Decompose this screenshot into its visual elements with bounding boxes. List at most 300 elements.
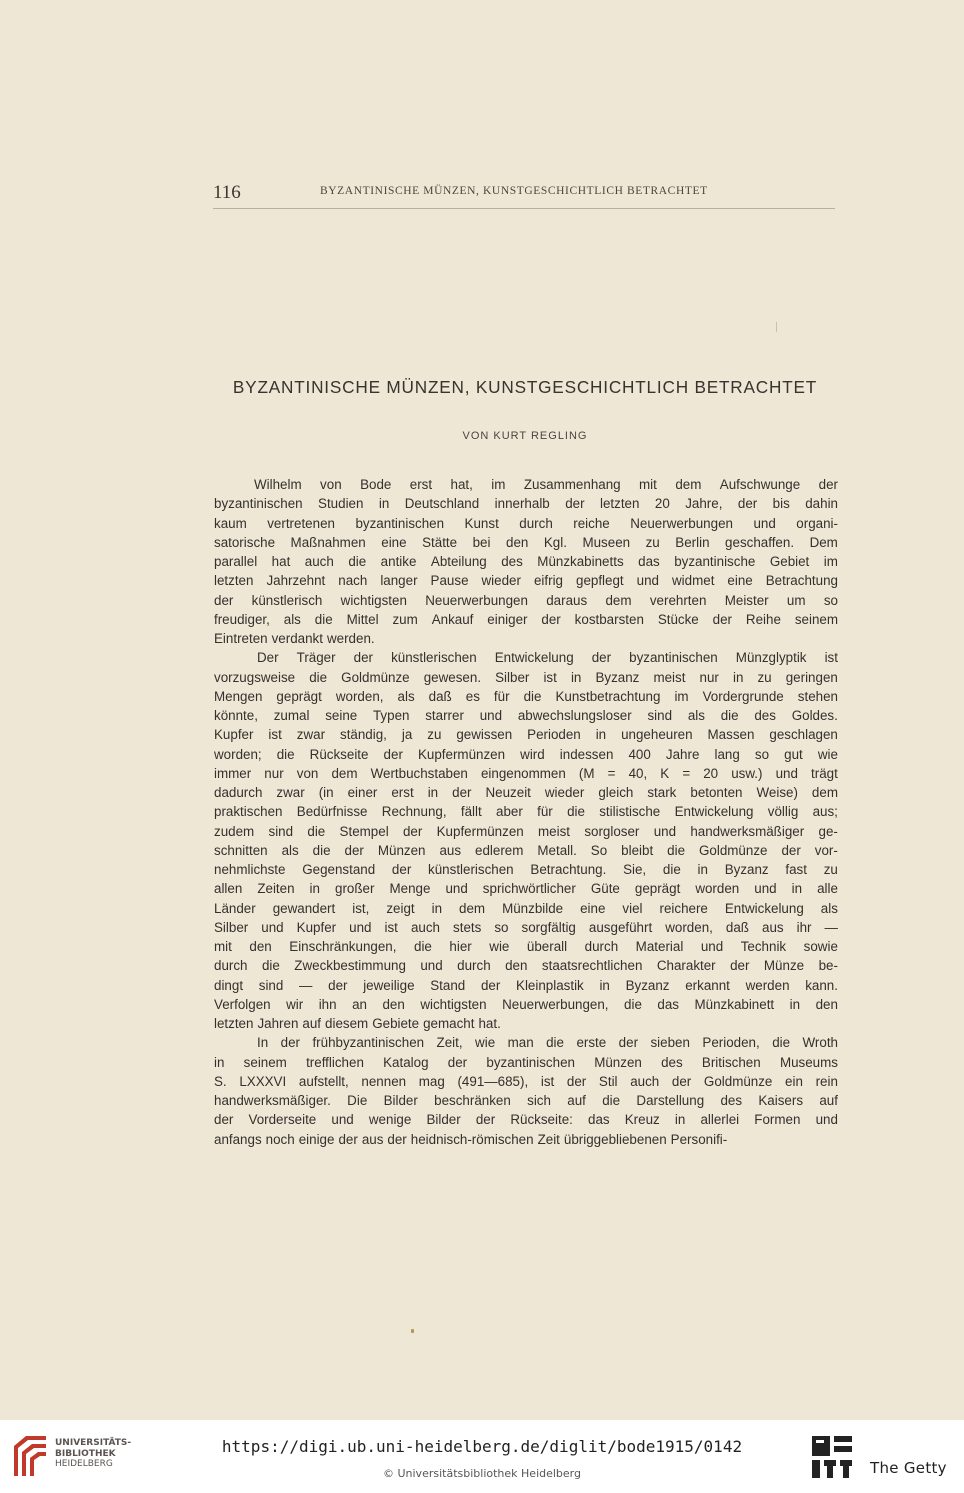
word: eifrig xyxy=(533,573,563,589)
word: diesem xyxy=(325,1016,369,1031)
word: Kunst xyxy=(464,515,499,531)
text-line xyxy=(214,571,838,590)
word: meist xyxy=(538,823,571,839)
word: ausgeführt xyxy=(588,919,653,935)
word: kaum xyxy=(214,515,247,531)
word: Rechnung, xyxy=(381,804,447,820)
word: nur xyxy=(264,765,284,781)
word: Museums xyxy=(779,1054,838,1070)
word: der xyxy=(737,496,758,512)
word: stets xyxy=(453,919,482,935)
word: byzantinischen xyxy=(629,650,718,666)
word: des xyxy=(720,1093,743,1108)
text-line xyxy=(214,976,838,995)
word: Einschränkungen, xyxy=(289,939,397,954)
word: Stätte xyxy=(422,534,458,550)
word: und xyxy=(653,823,677,839)
word: gleich xyxy=(598,785,634,800)
word: heidnisch-römischen xyxy=(410,1131,534,1147)
word: worden, xyxy=(335,688,384,704)
word: erst xyxy=(391,785,414,800)
word: sind xyxy=(258,977,284,993)
word: gepflegt xyxy=(576,573,624,589)
word: Technik xyxy=(740,939,787,954)
word: als xyxy=(281,842,299,858)
word: den xyxy=(249,939,272,954)
word: Münzbilde xyxy=(502,900,564,916)
word: usw.) xyxy=(731,765,763,781)
word: sich xyxy=(527,1093,551,1108)
text-line xyxy=(214,841,838,860)
word: einige xyxy=(298,1131,335,1147)
word: und xyxy=(754,881,777,897)
word: Kunstbetrachtung xyxy=(555,688,661,704)
text-line xyxy=(214,1130,838,1149)
word: der xyxy=(214,592,234,608)
text-line xyxy=(214,1014,838,1033)
word: durch xyxy=(584,939,619,954)
word: Entwickelung xyxy=(724,900,804,916)
word: dem xyxy=(605,592,632,608)
text-line xyxy=(214,802,838,821)
word: S. xyxy=(214,1073,227,1089)
word: Goldmünze xyxy=(698,842,768,858)
word: in xyxy=(791,881,803,897)
word: aus xyxy=(361,1131,384,1147)
word: = xyxy=(607,765,616,781)
word: der xyxy=(344,842,364,858)
word: Material xyxy=(635,939,684,954)
word: die xyxy=(602,1093,621,1108)
word: So xyxy=(590,842,608,858)
word: der xyxy=(818,477,838,492)
word: der xyxy=(730,958,750,974)
text-line xyxy=(214,783,838,802)
word: mag xyxy=(418,1073,445,1089)
word: bei xyxy=(472,534,491,550)
text-line xyxy=(214,725,838,744)
word: ist xyxy=(384,919,398,935)
word: Betrachtung. xyxy=(530,862,607,877)
text-line xyxy=(214,706,838,725)
word: sowie xyxy=(803,939,838,954)
word: ja xyxy=(401,727,413,743)
word: Silber xyxy=(214,919,249,935)
word: der xyxy=(387,1131,407,1147)
word: Ankauf xyxy=(431,611,474,627)
word: Byzanz xyxy=(595,669,640,685)
word: Deutschland xyxy=(404,496,480,512)
word: großer xyxy=(335,881,375,897)
word: zu xyxy=(757,669,772,685)
word: Personifi- xyxy=(670,1131,728,1147)
word: Perioden xyxy=(527,727,581,743)
word: Der xyxy=(257,650,279,666)
word: Münzkabinett xyxy=(694,996,775,1012)
word: Typen xyxy=(372,708,410,723)
word: aus xyxy=(762,919,784,935)
word: Neuerwerbungen, xyxy=(502,996,609,1012)
word: der xyxy=(383,746,403,762)
word: Jahre xyxy=(665,746,700,762)
word: immer xyxy=(214,765,252,781)
word: beschränken xyxy=(434,1093,511,1108)
word: zumal xyxy=(273,708,310,723)
word: künstlerisch xyxy=(251,592,323,608)
word: gemacht xyxy=(423,1016,475,1031)
word: stilistische xyxy=(599,804,661,820)
word: Stücke xyxy=(657,611,699,627)
word: ihr xyxy=(796,919,812,935)
scan-mark xyxy=(776,322,777,332)
word: auch xyxy=(630,1073,660,1089)
word: Bilder xyxy=(383,1093,418,1108)
word: handwerksmäßiger xyxy=(690,823,805,839)
word: trägt xyxy=(811,765,838,781)
word: die xyxy=(772,1035,791,1051)
text-line xyxy=(214,610,838,629)
word: um xyxy=(786,592,806,608)
word: Massen xyxy=(707,727,755,743)
word: ständig, xyxy=(340,727,387,743)
word: nehmlichste xyxy=(214,862,286,877)
word: sind xyxy=(647,708,673,723)
word: allerlei xyxy=(700,1112,740,1128)
word: anfangs xyxy=(214,1131,262,1147)
word: nennen xyxy=(361,1073,407,1089)
word: innerhalb xyxy=(494,496,550,512)
word: aus xyxy=(439,842,462,858)
word: in xyxy=(378,496,390,512)
word: sorgloser xyxy=(584,823,640,839)
word: Stempel xyxy=(339,823,389,839)
word: geprägt xyxy=(634,881,681,897)
word: den xyxy=(815,996,838,1012)
word: freudiger, xyxy=(214,611,270,627)
word: hat. xyxy=(478,1016,501,1031)
word: völlig xyxy=(767,804,799,820)
word: Sie, xyxy=(623,862,647,877)
word: für xyxy=(493,688,510,704)
word: so xyxy=(823,592,838,608)
word: des xyxy=(661,1054,683,1070)
word: Zusammenhang xyxy=(523,477,621,492)
word: die xyxy=(662,862,681,877)
word: Vordergrunde xyxy=(702,688,784,704)
word: zwar xyxy=(296,727,326,743)
word: Betrachtung xyxy=(765,573,838,589)
word: Kupfermünzen xyxy=(436,823,524,839)
word: zudem xyxy=(214,823,255,839)
word: nach xyxy=(338,573,368,589)
word: und xyxy=(700,939,724,954)
word: In xyxy=(257,1035,269,1051)
word: und xyxy=(445,881,468,897)
text-line xyxy=(214,918,838,937)
word: Maßnahmen xyxy=(290,534,366,550)
word: der xyxy=(671,1073,692,1089)
word: Bode xyxy=(360,477,392,492)
word: eine xyxy=(381,534,407,550)
word: Berlin xyxy=(675,534,710,550)
word: Meister xyxy=(724,592,769,608)
word: einer xyxy=(347,785,378,800)
word: geschlagen xyxy=(769,727,838,743)
word: auf xyxy=(302,1016,322,1031)
word: starrer xyxy=(425,708,464,723)
word: der xyxy=(475,1112,496,1128)
word: Kreuz xyxy=(624,1112,660,1128)
word: letzten xyxy=(214,1016,254,1031)
word: ge- xyxy=(818,823,838,839)
text-line xyxy=(214,956,838,975)
word: gewesen. xyxy=(423,669,482,685)
word: Münzkabinetts xyxy=(537,554,624,569)
word: zeigt xyxy=(386,900,415,916)
word: — xyxy=(824,919,838,935)
word: 400 xyxy=(628,746,651,762)
word: wieder xyxy=(481,573,521,589)
word: edlerem xyxy=(475,842,524,858)
word: (491—685), xyxy=(457,1073,529,1089)
word: praktischen xyxy=(214,804,283,820)
word: geprägt xyxy=(276,688,322,704)
library-line-1: UNIVERSITÄTS- xyxy=(55,1438,132,1448)
word: Träger xyxy=(296,650,336,666)
word: die xyxy=(523,688,542,704)
text-line xyxy=(214,899,838,918)
word: die xyxy=(312,842,331,858)
word: daß xyxy=(428,688,452,704)
word: Gebiete xyxy=(372,1016,420,1031)
word: betonten xyxy=(690,785,743,800)
word: könnte, xyxy=(214,708,258,723)
text-line xyxy=(214,533,838,552)
word: zum xyxy=(392,611,418,627)
word: die xyxy=(546,1035,564,1051)
word: an xyxy=(352,996,367,1012)
word: durch xyxy=(214,958,248,974)
word: in xyxy=(789,996,801,1012)
word: ist xyxy=(824,650,838,666)
word: wie xyxy=(489,939,510,954)
word: die xyxy=(309,669,328,685)
word: der xyxy=(591,650,612,666)
word: Gegenstand xyxy=(302,862,376,877)
word: Bedürfnisse xyxy=(296,804,368,820)
word: Vorderseite xyxy=(248,1112,317,1128)
word: langer xyxy=(380,573,418,589)
word: rein xyxy=(815,1073,838,1089)
word: des xyxy=(501,554,523,569)
word: Aufschwunge xyxy=(719,477,801,492)
word: Entwickelung xyxy=(494,650,574,666)
word: der xyxy=(565,496,585,512)
word: der xyxy=(781,842,801,858)
word: trefflichen xyxy=(306,1054,364,1070)
word: als xyxy=(283,611,301,627)
word: byzantinische xyxy=(674,554,756,569)
word: sind xyxy=(268,823,294,839)
word: letzten xyxy=(214,573,254,589)
word: nur xyxy=(699,669,719,685)
word: Stil xyxy=(598,1073,618,1089)
word: organi- xyxy=(796,515,838,531)
word: Kaisers xyxy=(758,1093,804,1108)
word: 20 xyxy=(703,765,719,781)
word: ist xyxy=(268,727,282,743)
word: Dem xyxy=(809,534,838,550)
word: auf xyxy=(567,1093,586,1108)
text-line xyxy=(214,1053,838,1072)
word: Güte xyxy=(590,881,620,897)
word: Stand xyxy=(430,977,466,993)
getty-logo-icon[interactable] xyxy=(810,1434,854,1480)
word: geschaffen. xyxy=(725,534,795,550)
word: und xyxy=(331,1112,354,1128)
word: meist xyxy=(653,669,686,685)
word: Entwickelung xyxy=(674,804,754,820)
word: Rückseite xyxy=(309,746,369,762)
word: Weise) xyxy=(756,785,798,800)
word: auch xyxy=(410,919,440,935)
word: zu xyxy=(427,727,442,743)
text-line xyxy=(214,475,838,494)
word: Wilhelm xyxy=(254,477,302,492)
word: byzantinischen xyxy=(486,1054,575,1070)
text-line xyxy=(214,860,838,879)
word: Gebiet xyxy=(769,554,810,569)
text-line xyxy=(214,745,838,764)
word: Darstellung xyxy=(636,1093,705,1108)
word: Münzglyptik xyxy=(735,650,807,666)
word: der xyxy=(618,1035,639,1051)
word: in xyxy=(732,669,744,685)
word: die xyxy=(348,554,367,569)
word: den xyxy=(505,958,528,974)
word: lang xyxy=(714,746,740,762)
word: der xyxy=(338,1131,358,1147)
word: wie xyxy=(475,1035,496,1051)
word: Neuerwerbungen xyxy=(425,592,528,608)
word: dahin xyxy=(805,496,838,512)
word: Reihe xyxy=(745,611,781,627)
text-line xyxy=(214,552,838,571)
word: 20 xyxy=(654,496,670,512)
word: Kupfermünzen xyxy=(417,746,506,762)
word: in xyxy=(309,881,320,897)
word: hat, xyxy=(450,477,473,492)
word: der xyxy=(391,862,412,877)
word: handwerksmäßiger. xyxy=(214,1093,331,1108)
word: die xyxy=(667,842,686,858)
word: Münzen xyxy=(377,842,426,858)
word: noch xyxy=(265,1131,295,1147)
word: als xyxy=(397,688,415,704)
word: man xyxy=(507,1035,534,1051)
word: aber xyxy=(496,804,523,820)
text-line xyxy=(214,1033,838,1052)
word: (M xyxy=(578,765,595,781)
permalink-url[interactable]: https://digi.ub.uni-heidelberg.de/diglit/bode1915/0142 xyxy=(221,1437,743,1456)
word: in xyxy=(599,977,610,993)
article-title: BYZANTINISCHE MÜNZEN, KUNSTGESCHICHTLICH BETRACHTET xyxy=(232,377,818,397)
word: der xyxy=(566,1073,587,1089)
word: die xyxy=(314,611,333,627)
word: ist xyxy=(543,669,557,685)
word: der xyxy=(541,611,561,627)
word: ist, xyxy=(352,900,370,916)
getty-name: The Getty xyxy=(870,1459,947,1477)
word: durch xyxy=(457,958,491,974)
word: aus; xyxy=(812,804,838,820)
word: daraus xyxy=(546,592,588,608)
viewer-footer xyxy=(0,1420,964,1493)
word: bleibt xyxy=(621,842,654,858)
word: Metall. xyxy=(537,842,577,858)
word: vorzugsweise xyxy=(214,669,296,685)
word: und xyxy=(815,1112,838,1128)
word: übriggebliebenen xyxy=(563,1131,667,1147)
word: Jahre, xyxy=(685,496,723,512)
word: künstlerischen xyxy=(428,862,514,877)
word: vor- xyxy=(814,842,838,858)
page-number: 116 xyxy=(213,182,241,203)
word: dem xyxy=(675,477,702,492)
copyright-notice: © Universitätsbibliothek Heidelberg xyxy=(382,1467,581,1480)
word: Kupfer xyxy=(214,727,254,743)
text-line xyxy=(214,937,838,956)
word: so xyxy=(494,919,509,935)
word: und xyxy=(420,958,443,974)
word: der xyxy=(328,977,348,993)
word: verdankt xyxy=(271,631,323,646)
word: Mengen xyxy=(214,688,263,704)
word: Formen xyxy=(754,1112,801,1128)
word: byzantinischen xyxy=(355,515,445,531)
word: aufstellt, xyxy=(298,1073,349,1089)
word: ihn xyxy=(318,996,337,1012)
word: abwechslungsloser xyxy=(517,708,632,723)
word: in xyxy=(674,1112,686,1128)
word: und xyxy=(349,919,372,935)
word: seinem xyxy=(794,611,838,627)
word: der xyxy=(402,823,423,839)
word: seinem xyxy=(243,1054,287,1070)
running-title: BYZANTINISCHE MÜNZEN, KUNSTGESCHICHTLICH BETRACHTET xyxy=(320,185,708,197)
library-line-3: HEIDELBERG xyxy=(55,1459,113,1469)
word: es xyxy=(465,688,480,704)
word: Mittel xyxy=(346,611,379,627)
article-byline: VON KURT REGLING xyxy=(462,430,588,442)
word: dem xyxy=(811,785,838,800)
word: staatsrechtlichen xyxy=(541,958,643,974)
word: Jahrzehnt xyxy=(266,573,326,589)
word: Britischen xyxy=(701,1054,761,1070)
word: Studien xyxy=(318,496,364,512)
word: gewissen xyxy=(456,727,513,743)
word: wenige xyxy=(368,1112,412,1128)
word: erste xyxy=(576,1035,607,1051)
word: dem xyxy=(331,765,358,781)
word: als xyxy=(687,708,705,723)
paper-speck xyxy=(411,1329,414,1333)
word: durch xyxy=(519,515,553,531)
word: die xyxy=(261,958,280,974)
word: eine xyxy=(580,900,606,916)
word: künstlerischen xyxy=(391,650,477,666)
word: die xyxy=(307,823,326,839)
